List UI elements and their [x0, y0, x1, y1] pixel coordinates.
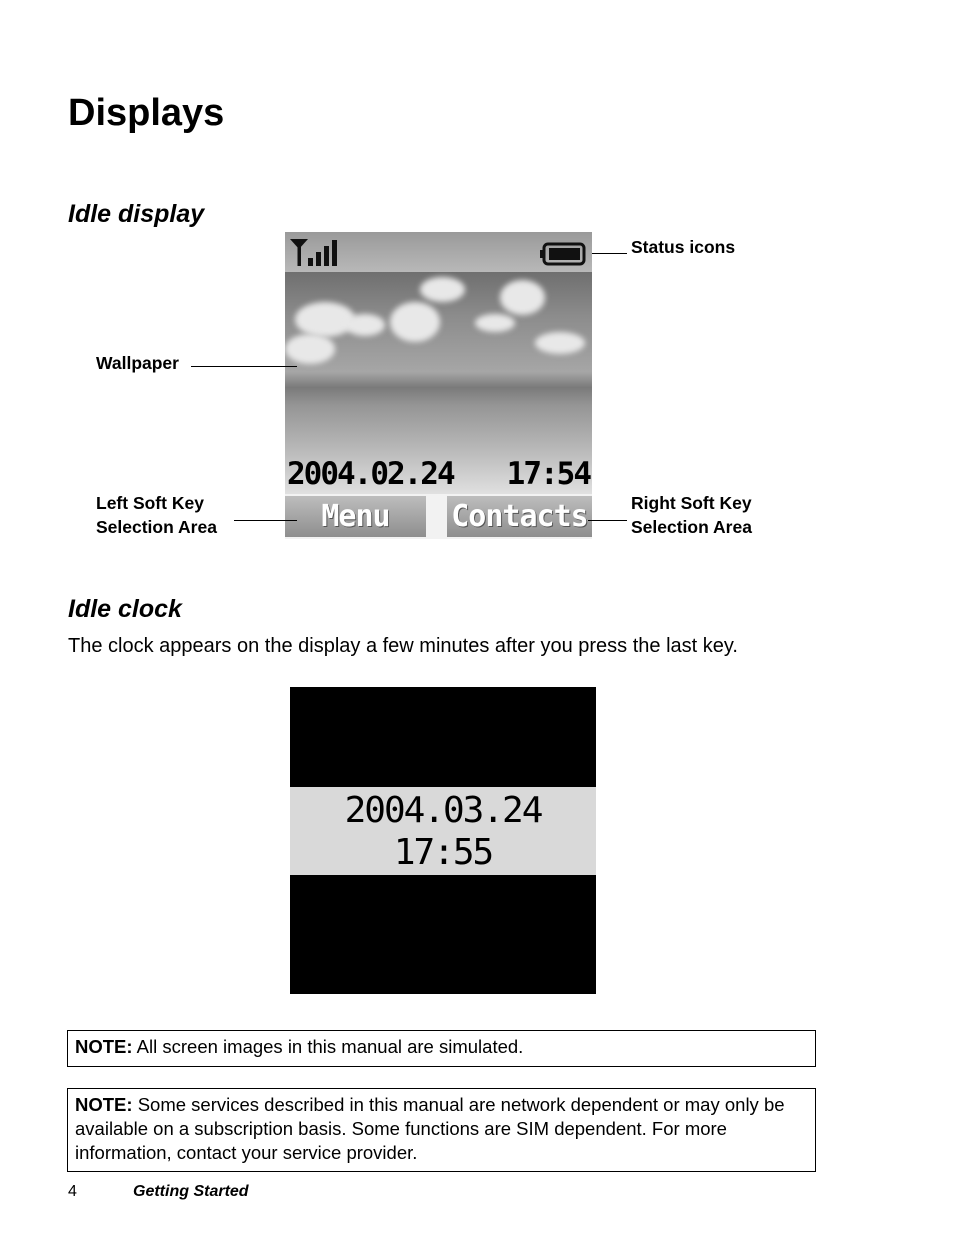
- softkey-bar: [285, 494, 592, 539]
- note-text: Some services described in this manual are network dependent or may only be available on a subscription basis. Some functions are SIM dependent. For more information, contact your service provider.: [75, 1094, 785, 1163]
- idle-display-screenshot: [285, 232, 592, 539]
- status-icons-leader-line: [592, 253, 627, 254]
- left-softkey-callout: [96, 491, 217, 539]
- idle-clock-heading: Idle clock: [68, 595, 182, 623]
- footer-section-title: Getting Started: [133, 1183, 249, 1200]
- right-softkey-callout: [631, 491, 752, 539]
- note-label: NOTE:: [75, 1036, 133, 1057]
- page-number: 4: [68, 1183, 77, 1200]
- idle-time: 17:54: [506, 456, 590, 492]
- note-box-2: [67, 1088, 816, 1172]
- left-softkey-callout-line1: Left Soft Key: [96, 493, 204, 513]
- idle-date: 2004.02.24: [287, 456, 454, 492]
- note-text: All screen images in this manual are simulated.: [132, 1036, 524, 1057]
- note-box-1: [67, 1030, 816, 1067]
- idle-display-heading: Idle display: [68, 200, 205, 228]
- clock-date: 2004.03.24: [344, 790, 542, 831]
- clock-time: 17:55: [393, 832, 493, 873]
- right-softkey-callout-line1: Right Soft Key: [631, 493, 752, 513]
- status-icons-callout: Status icons: [631, 237, 736, 257]
- page-title: Displays: [68, 92, 225, 134]
- left-softkey-callout-line2: Selection Area: [96, 517, 217, 537]
- right-softkey-leader-line: [588, 520, 627, 521]
- note-label: NOTE:: [75, 1094, 133, 1115]
- idle-clock-description: The clock appears on the display a few minutes after you press the last key.: [68, 635, 738, 657]
- left-softkey-menu[interactable]: Menu: [285, 496, 426, 537]
- idle-clock-screenshot: [290, 687, 596, 994]
- left-softkey-leader-line: [234, 520, 297, 521]
- signal-strength-icon: [288, 236, 348, 270]
- idle-date-time: [285, 454, 592, 494]
- battery-icon: [540, 236, 590, 270]
- status-bar: [285, 232, 592, 272]
- wallpaper-leader-line: [191, 366, 297, 367]
- right-softkey-contacts[interactable]: Contacts: [447, 496, 592, 537]
- wallpaper-callout: Wallpaper: [96, 353, 179, 373]
- clock-band: [290, 787, 596, 875]
- right-softkey-callout-line2: Selection Area: [631, 517, 752, 537]
